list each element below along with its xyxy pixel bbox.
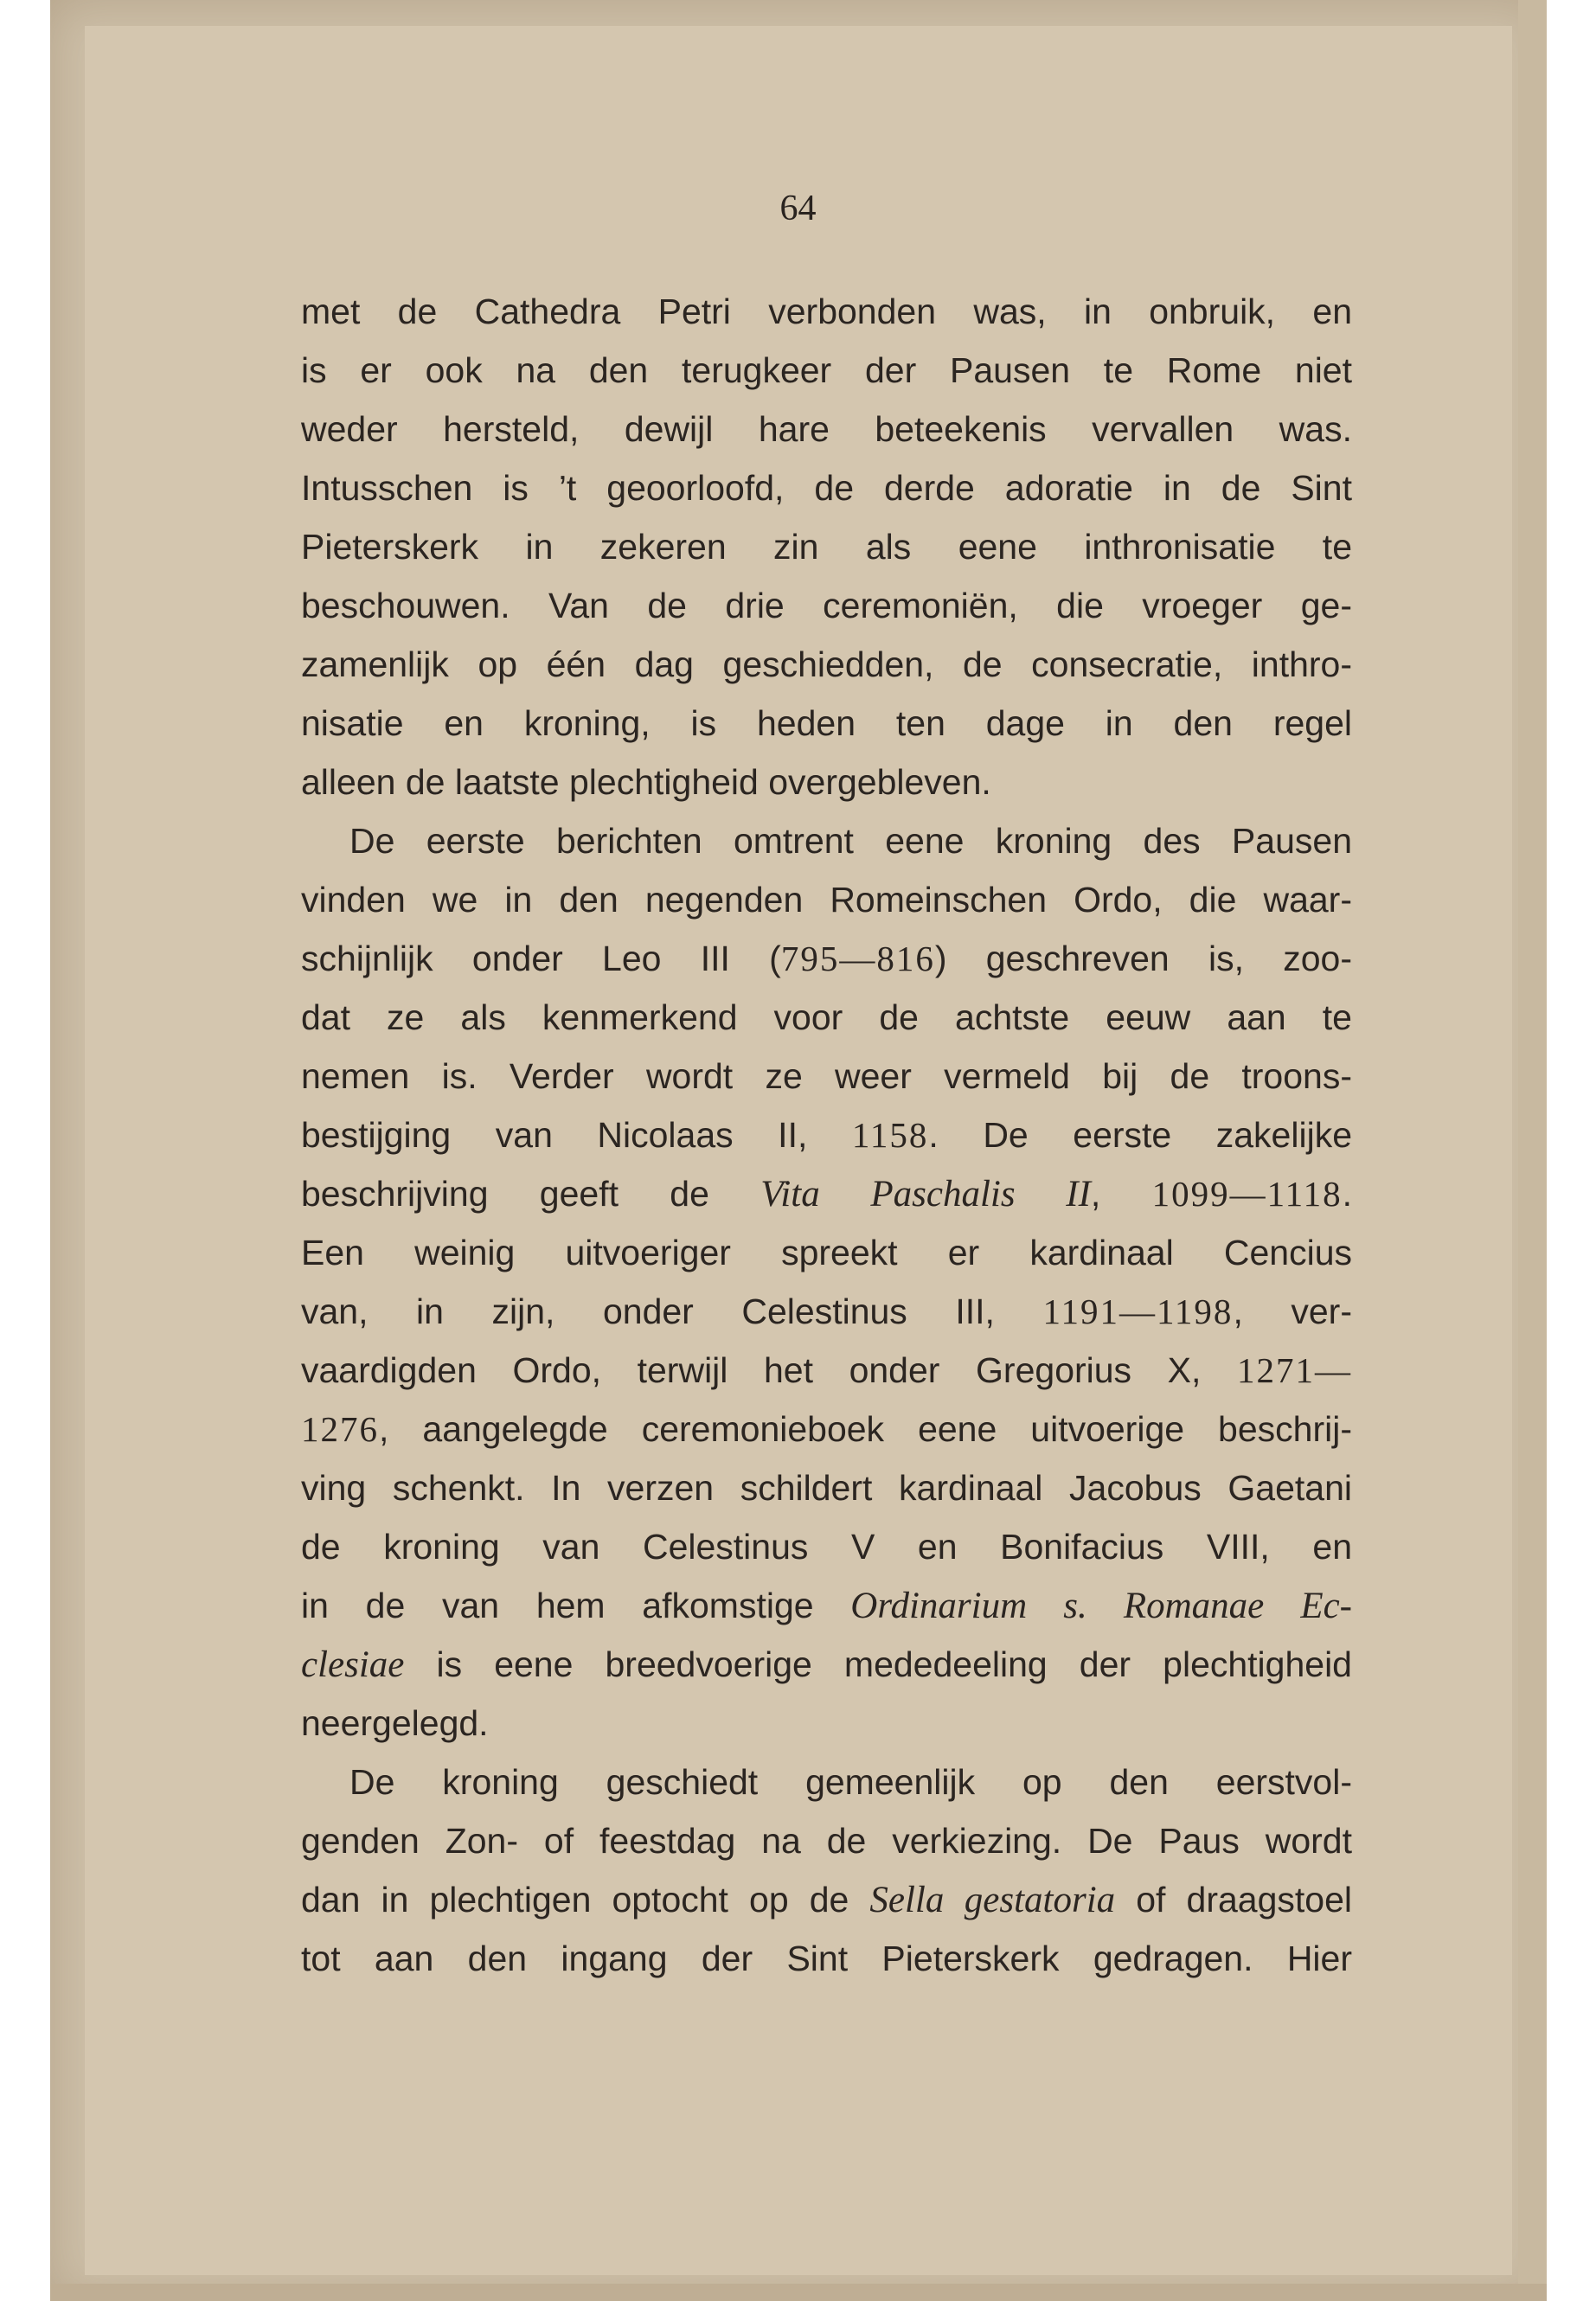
text-run: , aangelegde ceremonieboek eene uitvoerige beschrij- bbox=[379, 1409, 1352, 1449]
text-line bbox=[301, 1164, 1352, 1223]
text-run: , bbox=[1090, 1174, 1152, 1214]
text-line: de kroning van Celestinus V en Bonifacius VIII, en bbox=[301, 1527, 1352, 1567]
text-line: dat ze als kenmerkend voor de achtste eeuw aan te bbox=[301, 997, 1352, 1037]
text-line: met de Cathedra Petri verbonden was, in onbruik, en bbox=[301, 292, 1352, 331]
text-line: ving schenkt. In verzen schildert kardinaal Jacobus Gaetani bbox=[301, 1468, 1352, 1508]
text-line: nisatie en kroning, is heden ten dage in den regel bbox=[301, 703, 1352, 743]
year-range: 795—816 bbox=[780, 939, 935, 978]
text-run: beschrijving geeft de bbox=[301, 1174, 761, 1214]
year: 1276 bbox=[301, 1409, 379, 1449]
text-line bbox=[301, 1282, 1352, 1341]
italic-title: Ordinarium s. Romanae Ec- bbox=[850, 1586, 1352, 1626]
text-run: schijnlijk onder Leo III ( bbox=[301, 939, 781, 978]
year-range: 1099—1118 bbox=[1151, 1174, 1343, 1214]
text-line: genden Zon- of feestdag na de verkiezing. De Paus wordt bbox=[301, 1821, 1352, 1861]
text-run: bestijging van Nicolaas II, bbox=[301, 1115, 852, 1155]
year-range: 1271— bbox=[1237, 1350, 1352, 1390]
year-range: 1191—1198 bbox=[1042, 1292, 1234, 1331]
text-line: is er ook na den terugkeer der Pausen te Rome niet bbox=[301, 350, 1352, 390]
text-line bbox=[301, 929, 1352, 988]
body-text bbox=[301, 282, 1352, 1988]
text-run: . De eerste zakelijke bbox=[928, 1115, 1352, 1155]
text-line bbox=[301, 1576, 1352, 1635]
text-run: of draagstoel bbox=[1115, 1880, 1352, 1920]
text-line: Intusschen is ’t geoorloofd, de derde adoratie in de Sint bbox=[301, 468, 1352, 508]
text-run: dan in plechtigen optocht op de bbox=[301, 1880, 870, 1920]
text-line: zamenlijk op één dag geschiedden, de consecratie, inthro- bbox=[301, 644, 1352, 684]
text-line bbox=[301, 1106, 1352, 1164]
text-line bbox=[301, 1341, 1352, 1400]
text-run: vaardigden Ordo, terwijl het onder Gregorius X, bbox=[301, 1350, 1237, 1390]
italic-title: clesiae bbox=[301, 1644, 405, 1685]
text-line: vinden we in den negenden Romeinschen Ordo, die waar- bbox=[301, 880, 1352, 920]
page-edge-strip bbox=[1518, 0, 1547, 2301]
text-line: Een weinig uitvoeriger spreekt er kardinaal Cencius bbox=[301, 1233, 1352, 1272]
text-line: beschouwen. Van de drie ceremoniën, die vroeger ge- bbox=[301, 586, 1352, 625]
text-line: weder hersteld, dewijl hare beteekenis vervallen was. bbox=[301, 409, 1352, 449]
italic-title: Vita Paschalis II bbox=[760, 1174, 1091, 1215]
year: 1158 bbox=[851, 1115, 929, 1155]
text-line: tot aan den ingang der Sint Pieterskerk gedragen. Hier bbox=[301, 1939, 1352, 1978]
italic-title: Sella gestatoria bbox=[869, 1880, 1116, 1920]
page-number: 64 bbox=[779, 189, 817, 228]
text-line: De kroning geschiedt gemeenlijk op den eerstvol- bbox=[349, 1762, 1352, 1802]
text-run: , ver- bbox=[1233, 1292, 1352, 1331]
text-line: nemen is. Verder wordt ze weer vermeld bij de troons- bbox=[301, 1056, 1352, 1096]
text-line bbox=[301, 1400, 1352, 1458]
page-bottom-edge bbox=[50, 2284, 1547, 2301]
text-run: in de van hem afkomstige bbox=[301, 1586, 851, 1625]
text-line: neergelegd. bbox=[301, 1703, 489, 1743]
text-line bbox=[301, 1635, 1352, 1694]
text-line: Pieterskerk in zekeren zin als eene inthronisatie te bbox=[301, 527, 1352, 567]
text-run: ) geschreven is, zoo- bbox=[934, 939, 1352, 978]
text-line: alleen de laatste plechtigheid overgebleven. bbox=[301, 762, 991, 802]
text-run: . bbox=[1342, 1174, 1352, 1214]
text-line bbox=[301, 1870, 1352, 1929]
text-line: De eerste berichten omtrent eene kroning des Pausen bbox=[349, 821, 1352, 861]
text-run: is eene breedvoerige mededeeling der plechtigheid bbox=[404, 1644, 1352, 1684]
text-run: van, in zijn, onder Celestinus III, bbox=[301, 1292, 1043, 1331]
